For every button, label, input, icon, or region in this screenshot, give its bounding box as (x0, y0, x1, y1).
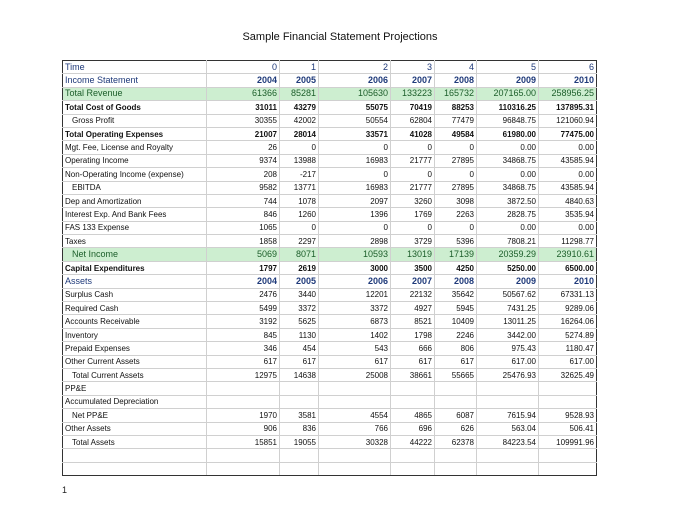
table-cell: 563.04 (477, 422, 539, 435)
table-cell (280, 462, 319, 475)
table-cell: 3442.00 (477, 328, 539, 341)
table-cell: 5499 (207, 302, 280, 315)
table-cell: 2009 (477, 275, 539, 288)
table-cell: 19055 (280, 435, 319, 448)
table-cell: 43279 (280, 101, 319, 114)
row-label: Taxes (63, 235, 207, 248)
row-label: EBITDA (63, 181, 207, 194)
table-cell: 3098 (435, 194, 477, 207)
table-cell: 543 (319, 342, 391, 355)
table-cell: 35642 (435, 288, 477, 301)
table-cell: 21777 (391, 181, 435, 194)
table-cell: 1858 (207, 235, 280, 248)
table-cell: 5 (477, 61, 539, 74)
table-cell: 13771 (280, 181, 319, 194)
table-cell: 5250.00 (477, 261, 539, 274)
table-cell: 7808.21 (477, 235, 539, 248)
table-cell: 23910.61 (539, 248, 597, 261)
table-row (63, 208, 597, 221)
table-cell: 15851 (207, 435, 280, 448)
table-row (63, 288, 597, 301)
table-cell: 5625 (280, 315, 319, 328)
table-cell: 16983 (319, 154, 391, 167)
row-label: Gross Profit (63, 114, 207, 127)
table-cell: 50567.62 (477, 288, 539, 301)
table-cell: 2005 (280, 74, 319, 87)
table-cell: 2097 (319, 194, 391, 207)
table-cell: 0 (319, 221, 391, 234)
row-label: Income Statement (63, 74, 207, 87)
table-cell: 3192 (207, 315, 280, 328)
table-cell: 9528.93 (539, 409, 597, 422)
table-cell: 30328 (319, 435, 391, 448)
table-cell: 10409 (435, 315, 477, 328)
table-cell: 61366 (207, 87, 280, 100)
table-cell: 109991.96 (539, 435, 597, 448)
table-cell (207, 382, 280, 395)
table-cell: 0 (319, 168, 391, 181)
table-cell: 4 (435, 61, 477, 74)
table-cell: 25476.93 (477, 368, 539, 381)
table-cell: 84223.54 (477, 435, 539, 448)
row-label: Total Revenue (63, 87, 207, 100)
table-cell (391, 462, 435, 475)
table-cell: 0 (207, 61, 280, 74)
table-cell (477, 395, 539, 408)
table-cell: 5945 (435, 302, 477, 315)
table-cell: 845 (207, 328, 280, 341)
table-cell: 1130 (280, 328, 319, 341)
table-row (63, 127, 597, 140)
table-cell: 2898 (319, 235, 391, 248)
table-cell: 4250 (435, 261, 477, 274)
table-cell: 4865 (391, 409, 435, 422)
table-cell (319, 449, 391, 462)
table-cell (207, 462, 280, 475)
table-cell: 9374 (207, 154, 280, 167)
table-cell (435, 462, 477, 475)
table-cell (280, 395, 319, 408)
table-cell: 2004 (207, 74, 280, 87)
table-cell: 617.00 (539, 355, 597, 368)
row-label: Other Assets (63, 422, 207, 435)
table-cell: 14638 (280, 368, 319, 381)
table-cell: 2007 (391, 74, 435, 87)
row-label: Total Assets (63, 435, 207, 448)
table-row (63, 194, 597, 207)
table-cell: 617 (319, 355, 391, 368)
table-cell (539, 462, 597, 475)
table-cell: 0 (435, 221, 477, 234)
table-cell: 3000 (319, 261, 391, 274)
row-label: Capital Expenditures (63, 261, 207, 274)
table-row (63, 382, 597, 395)
table-cell: 0 (391, 221, 435, 234)
table-cell: 0 (280, 141, 319, 154)
table-cell: 1260 (280, 208, 319, 221)
table-cell: 33571 (319, 127, 391, 140)
table-cell: 2 (319, 61, 391, 74)
table-cell: 617 (280, 355, 319, 368)
table-cell: 27895 (435, 154, 477, 167)
row-label: Mgt. Fee, License and Royalty (63, 141, 207, 154)
table-cell: 2010 (539, 275, 597, 288)
table-cell: 55075 (319, 101, 391, 114)
table-cell: 77475.00 (539, 127, 597, 140)
table-cell: 0.00 (477, 141, 539, 154)
table-cell (391, 395, 435, 408)
table-cell: 34868.75 (477, 181, 539, 194)
table-cell: 49584 (435, 127, 477, 140)
row-label: Accumulated Depreciation (63, 395, 207, 408)
table-cell: 0 (391, 168, 435, 181)
page-title: Sample Financial Statement Projections (242, 31, 438, 43)
table-cell: 42002 (280, 114, 319, 127)
table-cell: 3581 (280, 409, 319, 422)
row-label: Prepaid Expenses (63, 342, 207, 355)
table-cell: 906 (207, 422, 280, 435)
table-row (63, 181, 597, 194)
table-cell: 1078 (280, 194, 319, 207)
page-number: 1 (62, 485, 68, 495)
table-cell: 666 (391, 342, 435, 355)
table-cell: 41028 (391, 127, 435, 140)
table-cell: 0 (435, 168, 477, 181)
table-cell: 30355 (207, 114, 280, 127)
table-row (63, 114, 597, 127)
table-cell: 2004 (207, 275, 280, 288)
table-cell: 5396 (435, 235, 477, 248)
table-cell: 13011.25 (477, 315, 539, 328)
table-cell: 38661 (391, 368, 435, 381)
table-cell: 208 (207, 168, 280, 181)
table-cell: 2006 (319, 74, 391, 87)
table-row (63, 74, 597, 87)
table-cell: 2297 (280, 235, 319, 248)
table-cell: 20359.29 (477, 248, 539, 261)
table-cell: 25008 (319, 368, 391, 381)
table-cell: 0.00 (477, 221, 539, 234)
row-label: Accounts Receivable (63, 315, 207, 328)
table-cell: 5274.89 (539, 328, 597, 341)
table-cell: 1769 (391, 208, 435, 221)
row-label: FAS 133 Expense (63, 221, 207, 234)
table-cell: 836 (280, 422, 319, 435)
table-cell (280, 449, 319, 462)
table-cell: 31011 (207, 101, 280, 114)
row-label: Operating Income (63, 154, 207, 167)
table-cell: 61980.00 (477, 127, 539, 140)
table-cell: 3500 (391, 261, 435, 274)
table-cell: 1180.47 (539, 342, 597, 355)
table-cell (477, 449, 539, 462)
row-label: Interest Exp. And Bank Fees (63, 208, 207, 221)
table-cell: 9582 (207, 181, 280, 194)
table-row (63, 342, 597, 355)
table-cell: 43585.94 (539, 154, 597, 167)
table-cell: 6087 (435, 409, 477, 422)
table-cell: 96848.75 (477, 114, 539, 127)
table-row (63, 449, 597, 462)
table-cell: 806 (435, 342, 477, 355)
table-cell: 28014 (280, 127, 319, 140)
table-cell: 7431.25 (477, 302, 539, 315)
table-row (63, 235, 597, 248)
table-cell: 9289.06 (539, 302, 597, 315)
table-cell: 4927 (391, 302, 435, 315)
table-cell: 43585.94 (539, 181, 597, 194)
table-row (63, 395, 597, 408)
table-cell: 0.00 (539, 221, 597, 234)
table-cell: 617.00 (477, 355, 539, 368)
table-cell: 88253 (435, 101, 477, 114)
table-cell: 6 (539, 61, 597, 74)
table-cell (435, 449, 477, 462)
table-cell: 2828.75 (477, 208, 539, 221)
table-cell: 3260 (391, 194, 435, 207)
table-cell: 16264.06 (539, 315, 597, 328)
table-cell: 10593 (319, 248, 391, 261)
table-cell: 3729 (391, 235, 435, 248)
table-cell: 4554 (319, 409, 391, 422)
row-label: Required Cash (63, 302, 207, 315)
row-label: Other Current Assets (63, 355, 207, 368)
table-cell: -217 (280, 168, 319, 181)
table-cell: 7615.94 (477, 409, 539, 422)
table-cell: 6500.00 (539, 261, 597, 274)
table-cell (391, 449, 435, 462)
table-cell: 44222 (391, 435, 435, 448)
table-cell: 8071 (280, 248, 319, 261)
row-label: Net PP&E (63, 409, 207, 422)
table-cell: 696 (391, 422, 435, 435)
table-row (63, 87, 597, 100)
table-cell: 258956.25 (539, 87, 597, 100)
table-cell (435, 395, 477, 408)
table-cell: 2007 (391, 275, 435, 288)
table-cell: 207165.00 (477, 87, 539, 100)
table-cell (539, 449, 597, 462)
table-cell (435, 382, 477, 395)
table-cell: 2263 (435, 208, 477, 221)
table-cell: 617 (207, 355, 280, 368)
table-cell: 1797 (207, 261, 280, 274)
table-row (63, 141, 597, 154)
table-cell: 13988 (280, 154, 319, 167)
table-cell (391, 382, 435, 395)
table-cell: 26 (207, 141, 280, 154)
table-cell: 77479 (435, 114, 477, 127)
table-cell: 11298.77 (539, 235, 597, 248)
row-label: Time (63, 61, 207, 74)
table-row (63, 302, 597, 315)
table-cell: 0 (280, 221, 319, 234)
table-cell: 133223 (391, 87, 435, 100)
table-cell: 3 (391, 61, 435, 74)
financial-table (62, 60, 597, 476)
table-cell: 3440 (280, 288, 319, 301)
row-label: Assets (63, 275, 207, 288)
table-cell: 506.41 (539, 422, 597, 435)
table-cell: 17139 (435, 248, 477, 261)
row-label: Net Income (63, 248, 207, 261)
table-cell (539, 395, 597, 408)
table-cell: 626 (435, 422, 477, 435)
row-label (63, 449, 207, 462)
table-cell: 454 (280, 342, 319, 355)
table-cell: 55665 (435, 368, 477, 381)
table-cell (319, 382, 391, 395)
table-cell: 1396 (319, 208, 391, 221)
table-cell: 346 (207, 342, 280, 355)
table-cell: 2009 (477, 74, 539, 87)
table-cell: 2476 (207, 288, 280, 301)
table-cell: 0.00 (539, 141, 597, 154)
row-label (63, 462, 207, 475)
table-cell: 3372 (319, 302, 391, 315)
table-cell: 0 (319, 141, 391, 154)
row-label: PP&E (63, 382, 207, 395)
table-cell: 0.00 (539, 168, 597, 181)
table-cell: 85281 (280, 87, 319, 100)
table-cell: 0 (391, 141, 435, 154)
table-row (63, 275, 597, 288)
table-cell: 1798 (391, 328, 435, 341)
row-label: Total Operating Expenses (63, 127, 207, 140)
table-cell: 3372 (280, 302, 319, 315)
table-cell: 105630 (319, 87, 391, 100)
table-cell (207, 395, 280, 408)
table-cell: 165732 (435, 87, 477, 100)
table-cell (319, 462, 391, 475)
table-row (63, 422, 597, 435)
table-cell (280, 382, 319, 395)
table-cell: 62804 (391, 114, 435, 127)
table-cell: 766 (319, 422, 391, 435)
table-cell: 3872.50 (477, 194, 539, 207)
table-cell: 110316.25 (477, 101, 539, 114)
table-cell: 8521 (391, 315, 435, 328)
table-cell: 62378 (435, 435, 477, 448)
table-row (63, 368, 597, 381)
table-row (63, 355, 597, 368)
table-cell: 12201 (319, 288, 391, 301)
table-cell: 617 (391, 355, 435, 368)
table-cell: 6873 (319, 315, 391, 328)
table-cell (319, 395, 391, 408)
row-label: Surplus Cash (63, 288, 207, 301)
table-cell: 21777 (391, 154, 435, 167)
table-row (63, 409, 597, 422)
table-cell: 2005 (280, 275, 319, 288)
table-cell: 13019 (391, 248, 435, 261)
table-row (63, 328, 597, 341)
table-cell: 1402 (319, 328, 391, 341)
table-cell: 617 (435, 355, 477, 368)
table-cell: 2619 (280, 261, 319, 274)
table-cell: 1065 (207, 221, 280, 234)
row-label: Total Cost of Goods (63, 101, 207, 114)
table-cell: 0 (435, 141, 477, 154)
table-cell: 2006 (319, 275, 391, 288)
table-cell: 12975 (207, 368, 280, 381)
table-row (63, 315, 597, 328)
row-label: Inventory (63, 328, 207, 341)
table-row (63, 261, 597, 274)
table-cell: 846 (207, 208, 280, 221)
table-cell: 22132 (391, 288, 435, 301)
table-row (63, 435, 597, 448)
table-cell: 50554 (319, 114, 391, 127)
row-label: Non-Operating Income (expense) (63, 168, 207, 181)
table-row (63, 221, 597, 234)
table-cell: 21007 (207, 127, 280, 140)
table-cell: 137895.31 (539, 101, 597, 114)
table-cell: 121060.94 (539, 114, 597, 127)
row-label: Total Current Assets (63, 368, 207, 381)
table-cell: 2008 (435, 74, 477, 87)
table-cell: 27895 (435, 181, 477, 194)
table-cell: 2010 (539, 74, 597, 87)
table-cell (539, 382, 597, 395)
table-cell: 32625.49 (539, 368, 597, 381)
table-row (63, 168, 597, 181)
table-cell: 4840.63 (539, 194, 597, 207)
table-cell: 1970 (207, 409, 280, 422)
table-cell: 34868.75 (477, 154, 539, 167)
table-cell: 2008 (435, 275, 477, 288)
table-row (63, 101, 597, 114)
table-cell (477, 382, 539, 395)
table-cell: 0.00 (477, 168, 539, 181)
table-cell: 5069 (207, 248, 280, 261)
table-cell (477, 462, 539, 475)
table-cell: 975.43 (477, 342, 539, 355)
table-cell: 3535.94 (539, 208, 597, 221)
table-cell: 1 (280, 61, 319, 74)
table-cell: 744 (207, 194, 280, 207)
table-row (63, 61, 597, 74)
table-row (63, 154, 597, 167)
table-row (63, 248, 597, 261)
table-cell: 70419 (391, 101, 435, 114)
table-cell: 67331.13 (539, 288, 597, 301)
table-cell (207, 449, 280, 462)
row-label: Dep and Amortization (63, 194, 207, 207)
table-row (63, 462, 597, 475)
table-cell: 2246 (435, 328, 477, 341)
table-cell: 16983 (319, 181, 391, 194)
